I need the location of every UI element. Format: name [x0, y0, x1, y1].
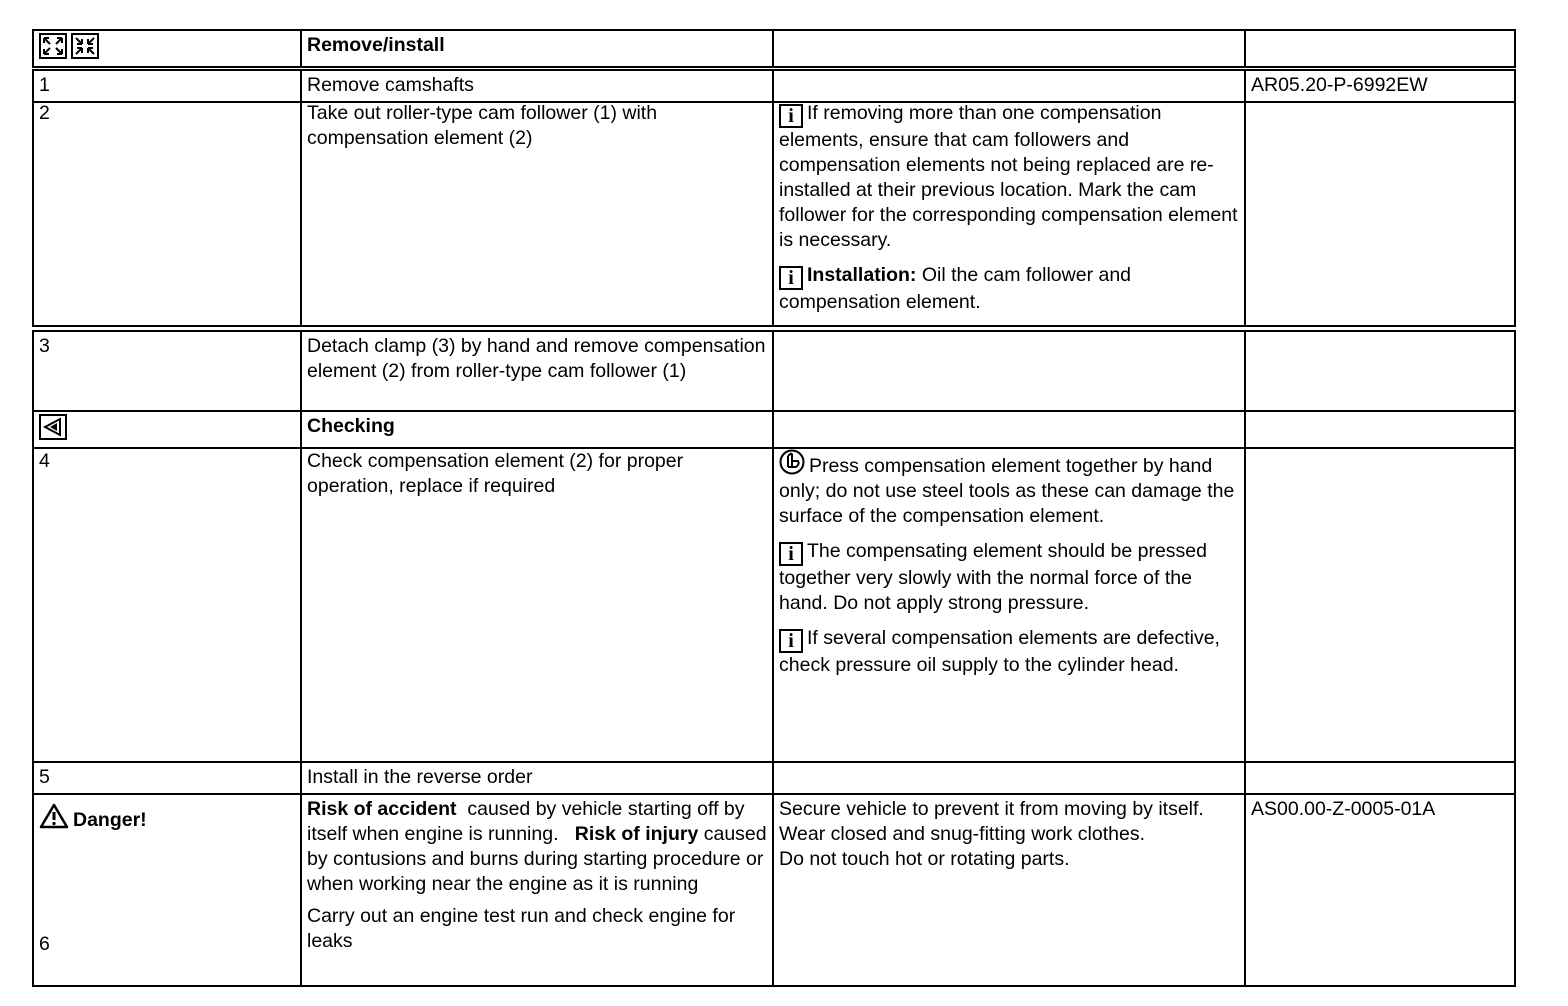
step-cell — [32, 29, 302, 68]
action-cell — [302, 795, 774, 987]
notes-cell — [774, 69, 1246, 103]
ref-link[interactable]: AR05.20-P-6992EW — [1246, 69, 1516, 103]
table-row — [32, 69, 1516, 99]
action-cell: Check compensation element (2) for proper operation, replace if required — [302, 447, 774, 763]
danger-label: Danger! — [39, 803, 296, 833]
step-cell — [32, 412, 302, 449]
ref-cell — [1246, 330, 1516, 412]
action-cell: Install in the reverse order — [302, 763, 774, 795]
caution-hand-icon — [779, 449, 805, 475]
note: Press compensation element together by hand only; do not use steel tools as these can damage the surface of the compensation element. — [779, 449, 1240, 529]
ref-cell — [1246, 29, 1516, 68]
step-action: Carry out an engine test run and check engine for leaks — [307, 905, 736, 952]
step-cell: 3 — [32, 330, 302, 412]
warning-triangle-icon — [39, 803, 69, 829]
table-row — [32, 763, 1516, 795]
step-cell — [32, 795, 302, 987]
info-icon: i — [779, 104, 803, 128]
info-icon: i — [779, 266, 803, 290]
ref-cell — [1246, 763, 1516, 795]
step-cell: 2 — [32, 99, 302, 327]
notes-cell — [774, 99, 1246, 327]
table-row — [32, 330, 1516, 412]
expand-arrows-icon — [39, 33, 67, 59]
table-row — [32, 795, 1516, 987]
action-cell: Remove camshafts — [302, 69, 774, 103]
ref-cell — [1246, 447, 1516, 763]
step-cell: 4 — [32, 447, 302, 763]
check-gauge-icon — [39, 414, 67, 440]
ref-cell — [1246, 99, 1516, 327]
action-cell: Checking — [302, 412, 774, 449]
notes-cell — [774, 763, 1246, 795]
risk-text: Risk of accident caused by vehicle starting off by itself when engine is running. Risk of injury caused by contusions and burns during starting procedure or when working near the engine as it is running — [307, 798, 767, 895]
action-cell: Detach clamp (3) by hand and remove compensation element (2) from roller-type cam follower (1) — [302, 330, 774, 412]
note: i If several compensation elements are defective, check pressure oil supply to the cylinder head. — [779, 627, 1220, 676]
table-row — [32, 99, 1516, 327]
note: i If removing more than one compensation elements, ensure that cam followers and compensation elements not being replaced are re-installed at their previous location. Mark the cam follower for the corresponding compensation element is necessary. — [779, 102, 1238, 251]
ref-cell — [1246, 412, 1516, 449]
table-row — [32, 447, 1516, 763]
notes-cell — [774, 29, 1246, 68]
step-number: 6 — [39, 933, 50, 955]
table-row — [32, 412, 1516, 447]
notes-cell — [774, 447, 1246, 763]
step-cell: 1 — [32, 69, 302, 103]
notes-cell — [774, 412, 1246, 449]
notes-cell: Secure vehicle to prevent it from moving by itself. Wear closed and snug-fitting work clothes. Do not touch hot or rotating parts. — [774, 795, 1246, 987]
info-icon: i — [779, 629, 803, 653]
table-row — [32, 29, 1516, 66]
step-cell: 5 — [32, 763, 302, 795]
note: i Installation: Oil the cam follower and compensation element. — [779, 264, 1132, 313]
note: i The compensating element should be pressed together very slowly with the normal force of the hand. Do not apply strong pressure. — [779, 540, 1207, 614]
collapse-arrows-icon — [71, 33, 99, 59]
ref-link[interactable]: AS00.00-Z-0005-01A — [1246, 795, 1516, 987]
action-cell: Remove/install — [302, 29, 774, 68]
procedure-table — [32, 29, 1516, 987]
action-cell: Take out roller-type cam follower (1) with compensation element (2) — [302, 99, 774, 327]
info-icon: i — [779, 542, 803, 566]
notes-cell — [774, 330, 1246, 412]
